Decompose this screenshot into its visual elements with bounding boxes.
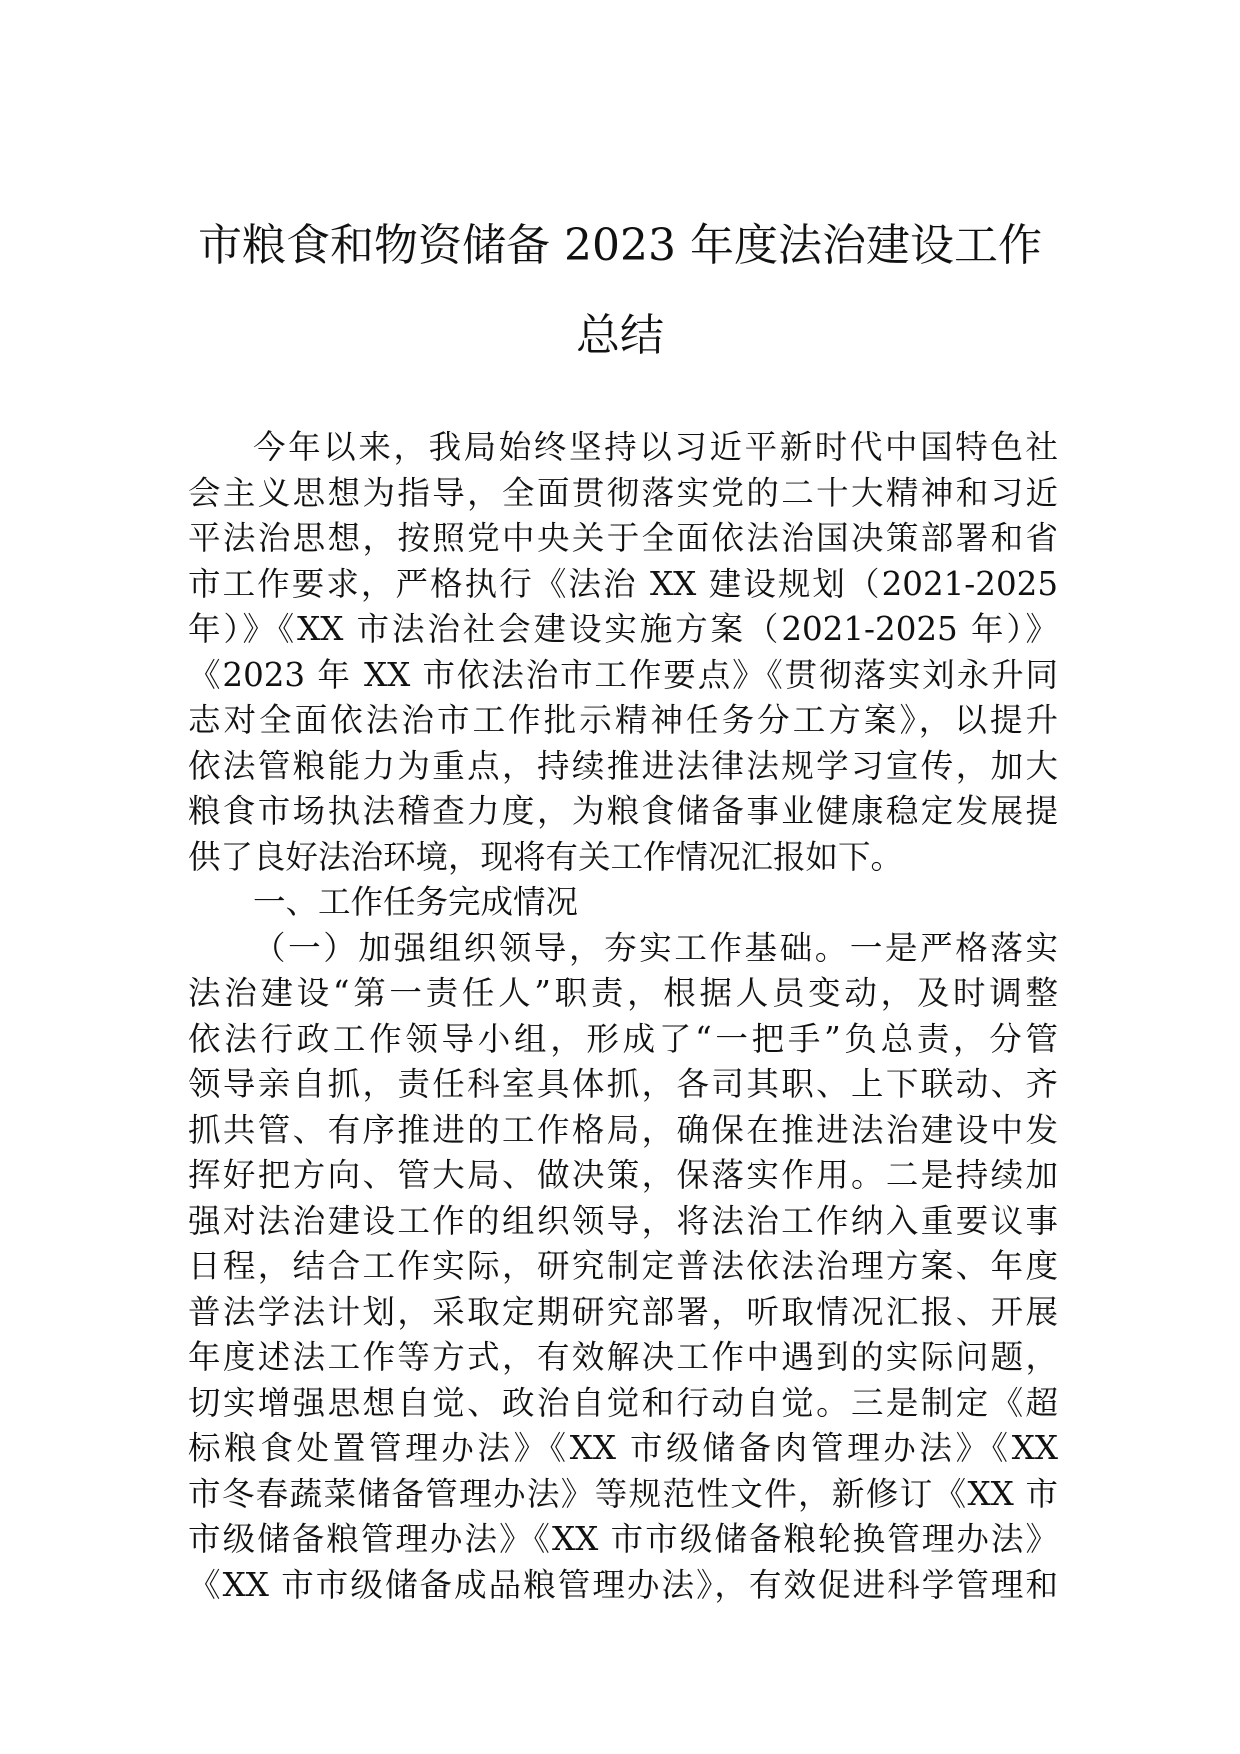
paragraph-line: 今年以来，我局始终坚持以习近平新时代中国特色社 xyxy=(253,428,1058,466)
section-heading: 一、工作任务完成情况 xyxy=(253,883,579,921)
paragraph-line: 普法学法计划，采取定期研究部署，听取情况汇报、开展 xyxy=(188,1292,1058,1331)
paragraph-line: 切实增强思想自觉、政治自觉和行动自觉。三是制定《超 xyxy=(188,1383,1058,1422)
paragraph-line: 《XX 市市级储备成品粮管理办法》，有效促进科学管理和 xyxy=(188,1565,1058,1604)
paragraph-line: 抓共管、有序推进的工作格局，确保在推进法治建设中发 xyxy=(188,1110,1058,1149)
paragraph-line: （一）加强组织领导，夯实工作基础。一是严格落实 xyxy=(253,928,1058,967)
paragraph-line: 市工作要求，严格执行《法治 XX 建设规划（2021-2025 xyxy=(188,564,1058,603)
paragraph-line: 志对全面依法治市工作批示精神任务分工方案》，以提升 xyxy=(188,701,1058,739)
paragraph-line: 市级储备粮管理办法》《XX 市市级储备粮轮换管理办法》 xyxy=(188,1520,1058,1558)
paragraph-line: 法治建设“第一责任人”职责，根据人员变动，及时调整 xyxy=(188,974,1058,1012)
document-title-line-1: 市粮食和物资储备 2023 年度法治建设工作 xyxy=(198,220,1042,271)
paragraph-line: 领导亲自抓，责任科室具体抓，各司其职、上下联动、齐 xyxy=(188,1065,1058,1103)
paragraph-line: 供了良好法治环境，现将有关工作情况汇报如下。 xyxy=(188,837,904,876)
document-title-line-2: 总结 xyxy=(576,310,664,361)
paragraph-line: 年度述法工作等方式，有效解决工作中遇到的实际问题， xyxy=(188,1338,1058,1376)
paragraph-line: 会主义思想为指导，全面贯彻落实党的二十大精神和习近 xyxy=(188,473,1058,512)
paragraph-line: 强对法治建设工作的组织领导，将法治工作纳入重要议事 xyxy=(188,1201,1058,1240)
paragraph-line: 平法治思想，按照党中央关于全面依法治国决策部署和省 xyxy=(188,519,1058,557)
paragraph-line: 标粮食处置管理办法》《XX 市级储备肉管理办法》《XX xyxy=(188,1429,1058,1467)
paragraph-line: 依法管粮能力为重点，持续推进法律法规学习宣传，加大 xyxy=(188,746,1058,785)
paragraph-line: 挥好把方向、管大局、做决策，保落实作用。二是持续加 xyxy=(188,1156,1058,1194)
paragraph-line: 粮食市场执法稽查力度，为粮食储备事业健康稳定发展提 xyxy=(188,792,1058,830)
paragraph-line: 《2023 年 XX 市依法治市工作要点》《贯彻落实刘永升同 xyxy=(188,655,1058,694)
paragraph-line: 年）》《XX 市法治社会建设实施方案（2021-2025 年）》 xyxy=(188,610,1058,648)
document-body xyxy=(188,425,1058,1608)
paragraph-line: 市冬春蔬菜储备管理办法》等规范性文件，新修订《XX 市 xyxy=(188,1474,1058,1513)
paragraph-line: 依法行政工作领导小组，形成了“一把手”负总责，分管 xyxy=(188,1019,1058,1058)
paragraph-line: 日程，结合工作实际，研究制定普法依法治理方案、年度 xyxy=(188,1247,1058,1285)
